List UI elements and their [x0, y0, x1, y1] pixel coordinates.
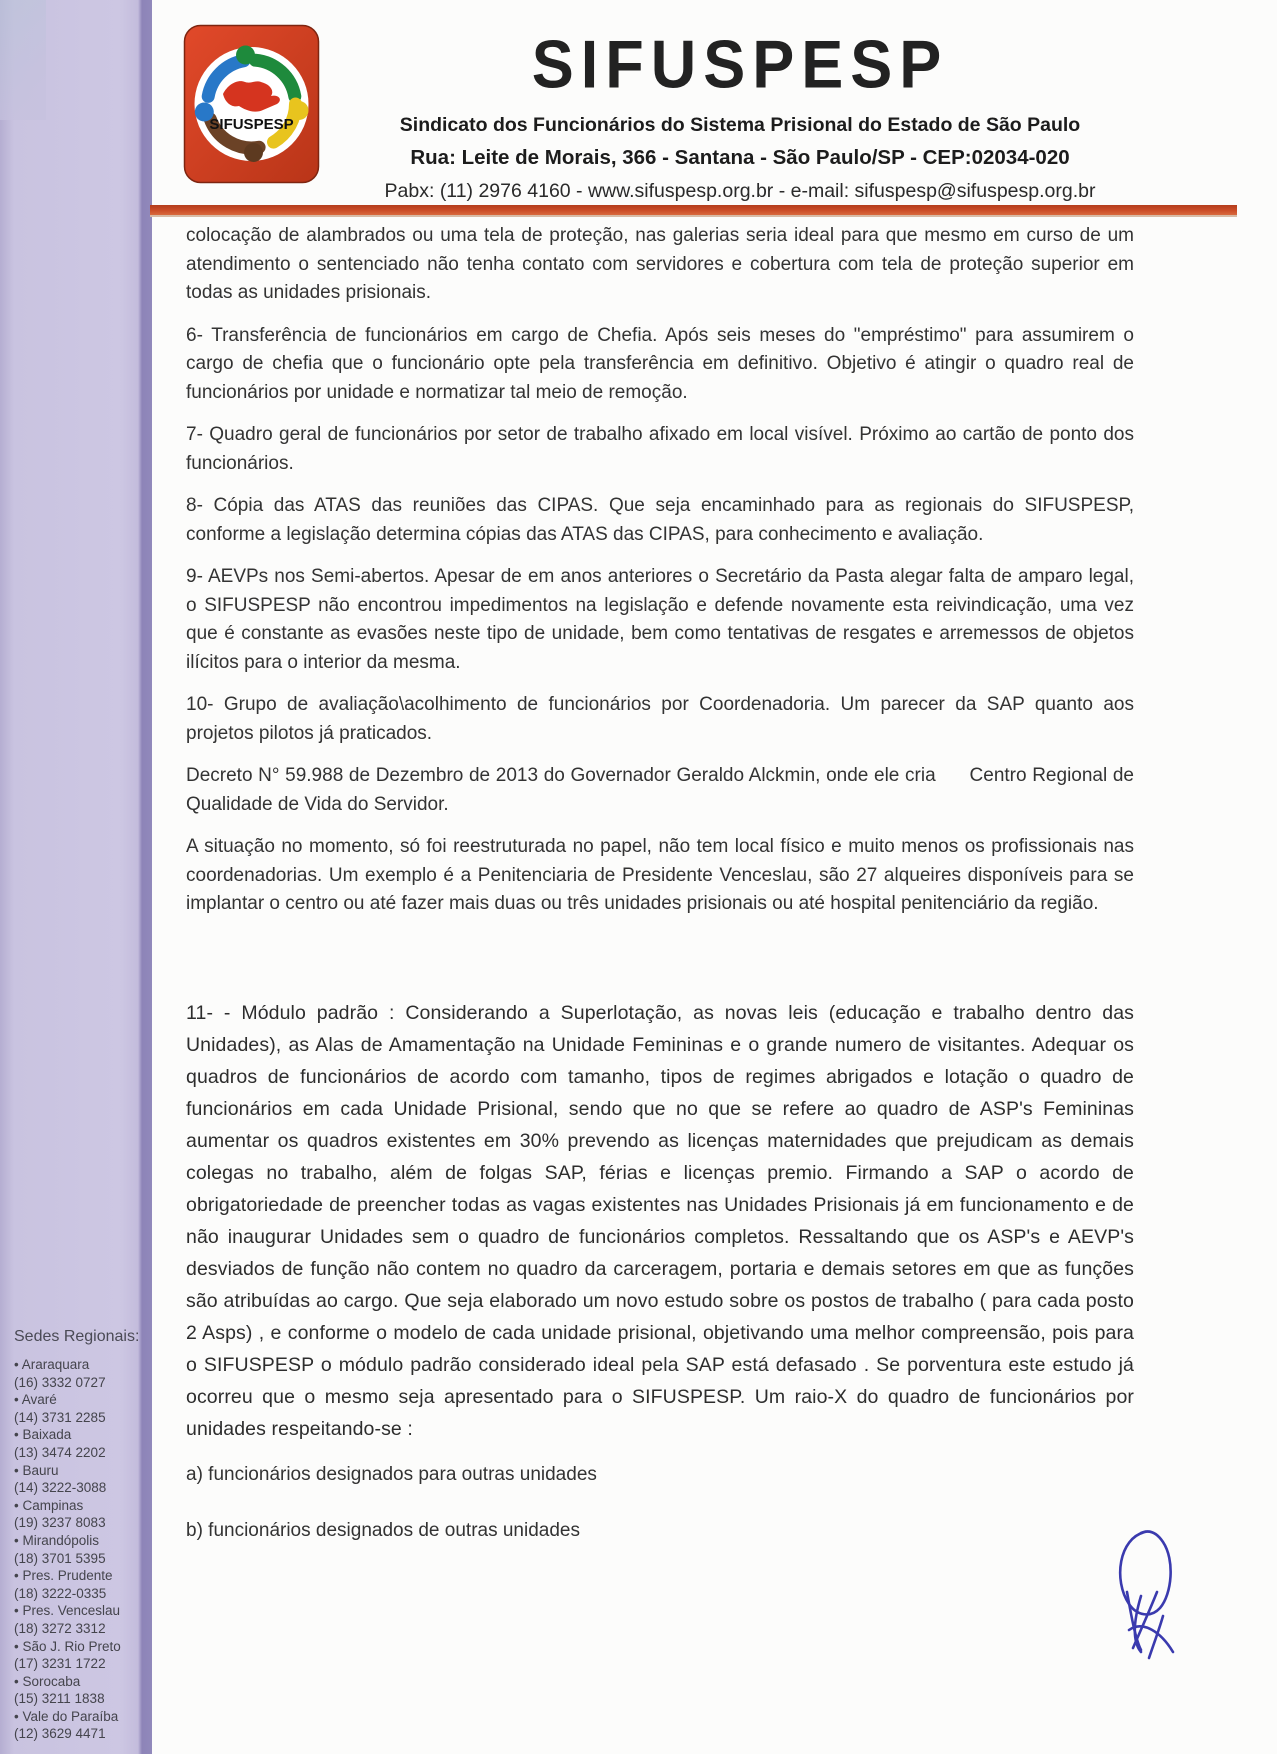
office-item: • Pres. Prudente (18) 3222-0335 [14, 1568, 113, 1601]
org-subtitle: Sindicato dos Funcionários do Sistema Prisional do Estado de São Paulo [399, 114, 1081, 136]
document-body [186, 222, 1140, 1574]
paragraph-item-8: 8- Cópia das ATAS das reuniões das CIPAS. Que seja encaminhado para as regionais do SIFUSPESP, conforme a legislação determina cópias das ATAS das CIPAS, para conhecimento e avaliação. [186, 495, 1134, 545]
logo-wordmark: SIFUSPESP [209, 116, 294, 133]
office-item: • Sorocaba (15) 3211 1838 [14, 1673, 105, 1707]
list-item-b: b) funcionários designados de outras unidades [186, 1520, 580, 1541]
paragraph-item-7: 7- Quadro geral de funcionários por setor de trabalho afixado em local visível. Próximo ao cartão de ponto dos funcionários. [186, 424, 1134, 474]
office-item: • Bauru (14) 3222-3088 [14, 1462, 107, 1496]
list-item-a: a) funcionários designados para outras unidades [186, 1463, 597, 1485]
office-item: • Pres. Venceslau (18) 3272 3312 [14, 1603, 121, 1636]
office-item: • Vale do Paraíba (12) 3629 4471 [14, 1708, 119, 1742]
paragraph-item-9: 9- AEVPs nos Semi-abertos. Apesar de em anos anteriores o Secretário da Pasta alegar falta de amparo legal, o SIFUSPESP não encontrou impedimentos na legislação e defende novamente esta reivindicação, uma vez que é constante as evasões neste tipo de unidade, bem como tentativas de resgates e arremessos de objetos ilícitos para o interior da mesma. [186, 566, 1134, 673]
page-left-margin-strip [0, 0, 152, 1754]
scan-corner-smudge [0, 0, 46, 120]
paragraph-item-10: 10- Grupo de avaliação\acolhimento de funcionários por Coordenadoria. Um parecer da SAP quanto aos projetos pilotos já praticados. [186, 694, 1134, 744]
paragraph-item-11: 11- - Módulo padrão : Considerando a Superlotação, as novas leis (educação e trabalho dentro das Unidades), as Alas de Amamentação na Unidade Femininas e o grande numero de visitantes. Adequar os quadros de funcionários de acordo com tamanho, tipos de regimes abrigados e lotação o quadro de funcionários em cada Unidade Prisional, sendo que no que se refere ao quadro de ASP's Femininas aumentar os quadros existentes em 30% prevendo as licenças maternidades que prejudicam as demais colegas no trabalho, além de folgas SAP, férias e licenças premio. Firmando a SAP o acordo de obrigatoriedade de preencher todas as vagas existentes nas Unidades Prisionais já em funcionamento e de não inaugurar Unidades sem o quadro de funcionários completos. Ressaltando que os ASP's e AEVP's desviados de função não contem no quadro da carceragem, portaria e demais setores em que as funções são atribuídas ao cargo. Que seja elaborado um novo estudo sobre os postos de trabalho ( para cada posto 2 Asps) , e conforme o modelo de cada unidade prisional, objetivando uma melhor compreensão, pois para o SIFUSPESP o módulo padrão considerado ideal pela SAP está defasado . Se porventura este estudo já ocorreu que o mesmo seja apresentado para o SIFUSPESP. Um raio-X do quadro de funcionários por unidades respeitando-se : [186, 1001, 1134, 1440]
letterhead [340, 27, 1140, 203]
office-item: • Araraquara (16) 3332 0727 [14, 1357, 106, 1390]
logo-head-brown [244, 143, 263, 162]
org-address: Rua: Leite de Morais, 366 - Santana - São Paulo/SP - CEP:02034-020 [410, 146, 1070, 169]
sifuspesp-logo [183, 24, 320, 184]
regional-offices-sidebar [14, 1328, 144, 1743]
office-item: • Mirandópolis (18) 3701 5395 [14, 1532, 106, 1566]
office-item: • São J. Rio Preto (17) 3231 1722 [14, 1638, 121, 1672]
paragraph-decreto: Decreto N° 59.988 de Dezembro de 2013 do Governador Geraldo Alckmin, onde ele cria Centro Regional de Qualidade de Vida do Servidor. [186, 765, 1140, 815]
signature-mark [1083, 1522, 1195, 1672]
org-contact: Pabx: (11) 2976 4160 - www.sifuspesp.org.br - e-mail: sifuspesp@sifuspesp.org.br [384, 180, 1096, 202]
org-title: SIFUSPESP [531, 27, 949, 103]
paragraph-intro: colocação de alambrados ou uma tela de proteção, nas galerias seria ideal para que mesmo em curso de um atendimento o sentenciado não tenha contato com servidores e cobertura com tela de proteção superior em todas as unidades prisionais. [186, 225, 1134, 303]
paragraph-situacao: A situação no momento, só foi reestruturada no papel, não tem local físico e muito menos os profissionais nas coordenadorias. Um exemplo é a Penitenciaria de Presidente Venceslau, são 27 alqueires disponíveis para se implantar o centro ou até fazer mais duas ou três unidades prisionais ou até hospital penitenciário da região. [186, 836, 1134, 914]
header-rule [150, 205, 1237, 217]
office-item: • Baixada (13) 3474 2202 [14, 1427, 106, 1460]
sidebar-title: Sedes Regionais: [14, 1328, 140, 1345]
logo-head-green [236, 46, 255, 65]
office-item: • Campinas (19) 3237 8083 [14, 1497, 106, 1531]
paragraph-item-6: 6- Transferência de funcionários em cargo de Chefia. Após seis meses do "empréstimo" para assumirem o cargo de chefia que o funcionário opte pela transferência em definitivo. Objetivo é atingir o quadro real de funcionários por unidade e normatizar tal meio de remoção. [186, 324, 1134, 403]
office-item: • Avaré (14) 3731 2285 [14, 1392, 106, 1425]
